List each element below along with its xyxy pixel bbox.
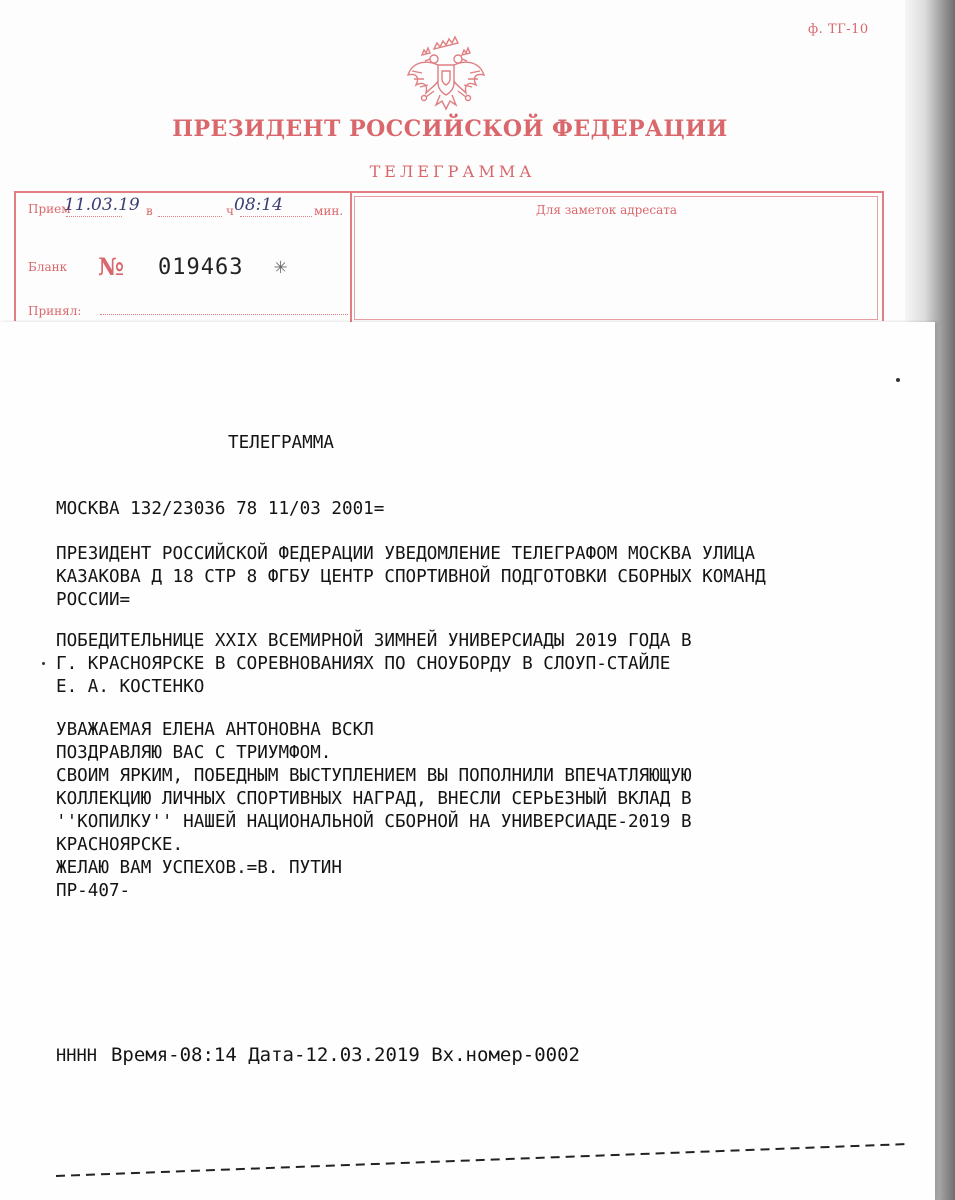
received-date: 11.03.19 — [64, 195, 140, 215]
perforation-line — [56, 1140, 908, 1180]
received-time: 08:14 — [234, 195, 283, 215]
message-line: ЖЕЛАЮ ВАМ УСПЕХОВ.=В. ПУТИН — [56, 858, 342, 878]
number-sign: № — [98, 252, 125, 281]
address-line: ПРЕЗИДЕНТ РОССИЙСКОЙ ФЕДЕРАЦИИ УВЕДОМЛЕНИЕ ТЕЛЕГРАФОМ МОСКВА УЛИЦА — [56, 544, 756, 564]
header-title: ПРЕЗИДЕНТ РОССИЙСКОЙ ФЕДЕРАЦИИ — [172, 116, 728, 142]
hour-line — [158, 216, 222, 217]
blank-number: 019463 — [158, 255, 244, 280]
form-divider — [350, 191, 352, 322]
route-line: МОСКВА 132/23036 78 11/03 2001= — [56, 499, 385, 519]
message-line: УВАЖАЕМАЯ ЕЛЕНА АНТОНОВНА ВСКЛ — [56, 720, 374, 740]
footer-stamp: Время-08:14 Дата-12.03.2019 Вх.номер-0002 — [110, 1044, 580, 1066]
received-label: Прием — [28, 202, 71, 216]
address-line: КАЗАКОВА Д 18 СТР 8 ФГБУ ЦЕНТР СПОРТИВНОЙ ПОДГОТОВКИ СБОРНЫХ КОМАНД — [56, 567, 766, 587]
message-line: ПОЗДРАВЛЯЮ ВАС С ТРИУМФОМ. — [56, 743, 332, 763]
form-code: ф. ТГ-10 — [808, 22, 869, 37]
message-line: ''КОПИЛКУ'' НАШЕЙ НАЦИОНАЛЬНОЙ СБОРНОЙ НА УНИВЕРСИАДЕ-2019 В — [56, 812, 692, 832]
hour-label: ч — [226, 204, 234, 218]
recipient-line: ПОБЕДИТЕЛЬНИЦЕ XXIX ВСЕМИРНОЙ ЗИМНЕЙ УНИВЕРСИАДЫ 2019 ГОДА В — [56, 631, 692, 651]
message-line: КРАСНОЯРСКЕ. — [56, 835, 184, 855]
asterisk-mark-icon: ✳ — [274, 254, 288, 279]
coat-of-arms-emblem — [404, 35, 488, 113]
footer-nnnn: НННН — [56, 1046, 97, 1066]
notes-label: Для заметок адресата — [536, 203, 678, 217]
address-line: РОССИИ= — [56, 590, 131, 610]
message-line: ПР-407- — [56, 881, 131, 901]
telegram-heading: ТЕЛЕГРАММА — [228, 433, 334, 453]
message-line: КОЛЛЕКЦИЮ ЛИЧНЫХ СПОРТИВНЫХ НАГРАД, ВНЕСЛИ СЕРЬЕЗНЫЙ ВКЛАД В — [56, 789, 692, 809]
received-date-line — [66, 216, 122, 217]
blank-label: Бланк — [28, 260, 68, 274]
accepted-label: Принял: — [28, 304, 82, 318]
minute-line — [240, 216, 312, 217]
footer-line — [56, 1044, 580, 1066]
at-label: в — [146, 204, 153, 218]
scan-speck — [42, 662, 45, 665]
message-line: СВОИМ ЯРКИМ, ПОБЕДНЫМ ВЫСТУПЛЕНИЕМ ВЫ ПОПОЛНИЛИ ВПЕЧАТЛЯЮЩУЮ — [56, 766, 692, 786]
header-subtitle: ТЕЛЕГРАММА — [369, 162, 536, 181]
scan-speck — [896, 378, 900, 382]
recipient-line: Е. А. КОСТЕНКО — [56, 677, 205, 697]
accepted-line — [100, 314, 348, 315]
recipient-line: Г. КРАСНОЯРСКЕ В СОРЕВНОВАНИЯХ ПО СНОУБОРДУ В СЛОУП-СТАЙЛЕ — [56, 654, 671, 674]
minute-label: мин. — [314, 204, 344, 218]
